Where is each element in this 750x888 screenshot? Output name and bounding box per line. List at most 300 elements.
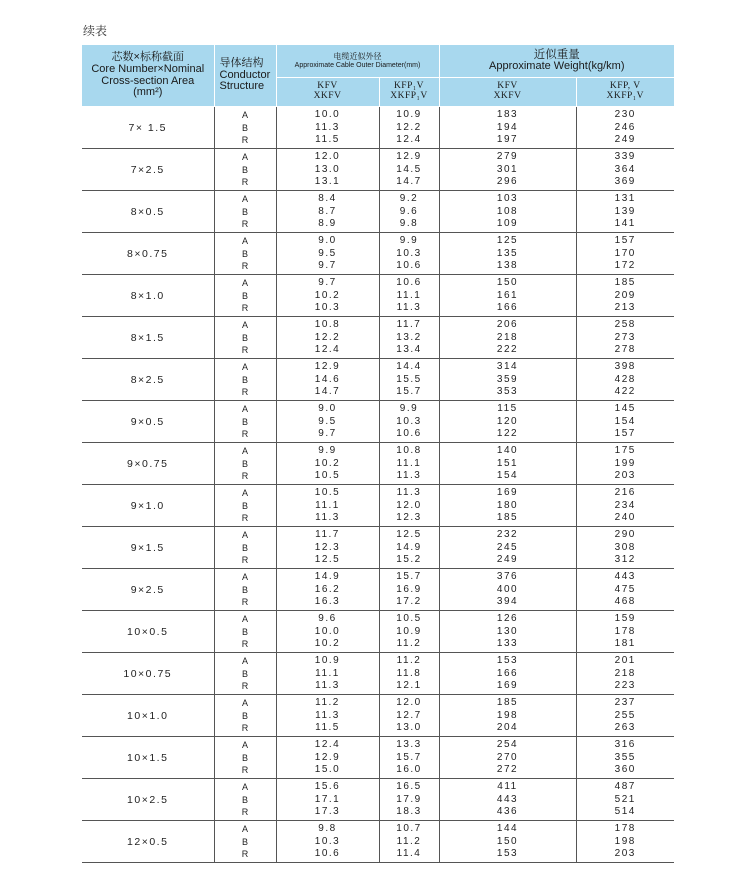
structure-code: R [241, 177, 249, 187]
value-d1: 9.7 [318, 260, 337, 271]
cell-d1 [276, 779, 379, 821]
value-w1: 411 [497, 781, 518, 792]
value-w1: 376 [496, 571, 519, 582]
table-row [82, 317, 674, 359]
value-w1: 222 [496, 344, 519, 355]
cell-w2 [576, 569, 674, 611]
cell-d1 [276, 737, 379, 779]
structure-code: B [241, 416, 248, 427]
cell-d1 [276, 443, 379, 485]
structure-code: A [241, 824, 248, 834]
value-w1: 108 [496, 205, 519, 217]
structure-code: B [241, 248, 248, 259]
value-w2: 422 [614, 386, 636, 397]
cell-d2 [379, 821, 439, 863]
header-diam-kfv-b: XKFV [313, 91, 342, 101]
value-w2: 316 [614, 739, 636, 750]
value-w1: 204 [496, 722, 519, 733]
cell-d1 [276, 107, 379, 149]
cell-core-area: 12×0.5 [82, 821, 214, 863]
cell-d2 [379, 611, 439, 653]
header-core-en1: Core Number×Nominal [91, 62, 205, 75]
value-d1: 11.3 [315, 121, 340, 133]
value-d1: 16.3 [314, 596, 341, 607]
value-w2: 234 [614, 499, 636, 511]
value-w1: 180 [496, 499, 519, 511]
cell-w1 [439, 485, 576, 527]
cell-structure [214, 107, 276, 149]
header-weight-kfpv-b: XKFP₁V [606, 91, 644, 101]
table-row [82, 737, 674, 779]
value-d1: 8.9 [318, 218, 337, 229]
value-d1: 10.3 [314, 302, 341, 313]
value-w2: 263 [614, 722, 636, 733]
cell-structure [214, 821, 276, 863]
value-w2: 230 [614, 109, 636, 120]
value-d1: 12.4 [314, 739, 341, 750]
cell-w2 [576, 527, 674, 569]
value-w2: 203 [614, 848, 636, 859]
cell-structure [214, 485, 276, 527]
cell-w1 [439, 233, 576, 275]
cell-core-area: 10×0.5 [82, 611, 214, 653]
value-d2: 15.7 [396, 571, 422, 582]
value-w2: 369 [614, 176, 636, 187]
cell-w2 [576, 653, 674, 695]
value-d1: 14.6 [314, 373, 341, 385]
value-w2: 475 [614, 583, 636, 595]
cell-w1 [439, 149, 576, 191]
table-body [82, 107, 674, 863]
cell-d1 [276, 653, 379, 695]
value-w2: 201 [614, 655, 636, 666]
value-d2: 15.7 [396, 386, 422, 397]
value-w1: 400 [496, 583, 519, 595]
structure-code: A [241, 782, 248, 792]
structure-code: B [241, 752, 248, 763]
table-row [82, 233, 674, 275]
header-weight-kfv [439, 78, 576, 107]
value-d1: 9.8 [318, 823, 337, 834]
value-d1: 12.0 [314, 151, 341, 162]
value-w1: 135 [496, 247, 519, 259]
value-w2: 514 [614, 806, 636, 817]
structure-code: R [241, 639, 249, 649]
value-w1: 218 [496, 331, 519, 343]
value-d1: 10.5 [314, 487, 341, 498]
cell-core-area: 8×0.75 [82, 233, 214, 275]
cell-w2 [576, 317, 674, 359]
value-d2: 18.3 [396, 806, 422, 817]
cell-d2 [379, 485, 439, 527]
structure-code: B [241, 374, 248, 385]
value-w1: 140 [496, 445, 519, 456]
value-d1: 9.0 [318, 403, 337, 414]
value-w2: 209 [614, 289, 636, 301]
header-struct-en2: Structure [219, 80, 265, 93]
cell-structure [214, 401, 276, 443]
value-d1: 10.5 [314, 470, 341, 481]
header-structure [214, 45, 276, 107]
value-w1: 249 [496, 554, 519, 565]
value-d2: 15.2 [396, 554, 422, 565]
cell-structure [214, 149, 276, 191]
value-d2: 9.9 [399, 403, 419, 414]
value-d1: 11.3 [315, 680, 340, 691]
value-d1: 10.8 [314, 319, 341, 330]
cell-d1 [276, 695, 379, 737]
header-struct-zh: 导体结构 [219, 57, 264, 70]
value-w2: 487 [614, 781, 636, 792]
cell-structure [214, 527, 276, 569]
cell-w1 [439, 359, 576, 401]
value-d2: 12.7 [396, 709, 422, 721]
value-d2: 13.3 [396, 739, 422, 750]
value-w1: 194 [496, 121, 519, 133]
table-header [82, 45, 674, 107]
structure-code: A [241, 656, 248, 666]
cell-d1 [276, 527, 379, 569]
cell-core-area: 9×2.5 [82, 569, 214, 611]
value-d2: 13.4 [396, 344, 422, 355]
cell-d1 [276, 191, 379, 233]
cell-w2 [576, 149, 674, 191]
page-label: 续表 [83, 24, 108, 38]
header-weight [439, 45, 674, 78]
value-w1: 161 [496, 289, 519, 301]
value-w1: 169 [496, 680, 519, 691]
cell-structure [214, 275, 276, 317]
structure-code: A [241, 572, 248, 582]
value-d1: 14.9 [314, 571, 341, 582]
table-row [82, 443, 674, 485]
value-d2: 10.8 [396, 445, 422, 456]
cell-w2 [576, 233, 674, 275]
table-row [82, 401, 674, 443]
value-d2: 10.3 [396, 415, 422, 427]
value-d1: 9.5 [318, 247, 337, 259]
value-w1: 115 [497, 403, 518, 414]
value-w2: 312 [614, 554, 636, 565]
value-w2: 355 [614, 751, 636, 763]
cell-w2 [576, 401, 674, 443]
cell-d2 [379, 527, 439, 569]
value-d1: 15.6 [314, 781, 341, 792]
value-d1: 10.2 [314, 457, 341, 469]
value-w2: 308 [614, 541, 636, 553]
structure-code: B [241, 332, 248, 343]
value-d1: 15.0 [314, 764, 341, 775]
structure-code: A [241, 236, 248, 246]
value-d1: 11.5 [315, 722, 340, 733]
value-w2: 278 [614, 344, 636, 355]
header-core-zh: 芯数×标称截面 [111, 51, 184, 64]
value-w1: 394 [496, 596, 519, 607]
value-d1: 11.3 [315, 512, 340, 523]
cell-structure [214, 359, 276, 401]
value-d2: 12.0 [396, 499, 422, 511]
cell-d1 [276, 233, 379, 275]
cell-d2 [379, 443, 439, 485]
cell-d2 [379, 107, 439, 149]
value-w1: 126 [496, 613, 519, 624]
value-d1: 12.2 [314, 331, 341, 343]
value-w1: 151 [496, 457, 519, 469]
cell-core-area: 9×1.5 [82, 527, 214, 569]
value-d1: 11.7 [315, 529, 340, 540]
table-row [82, 191, 674, 233]
value-w2: 139 [614, 205, 636, 217]
cell-d2 [379, 191, 439, 233]
value-w2: 175 [614, 445, 636, 456]
structure-code: R [241, 303, 249, 313]
value-d2: 14.4 [396, 361, 422, 372]
value-d1: 11.1 [315, 667, 340, 679]
cell-w1 [439, 821, 576, 863]
cell-w1 [439, 191, 576, 233]
header-weight-en: Approximate Weight(kg/km) [489, 60, 625, 73]
value-d1: 14.7 [314, 386, 341, 397]
cell-structure [214, 653, 276, 695]
cell-d1 [276, 821, 379, 863]
value-d1: 9.7 [318, 428, 337, 439]
cell-core-area: 8×1.0 [82, 275, 214, 317]
structure-code: R [241, 849, 249, 859]
cell-d2 [379, 695, 439, 737]
value-w2: 141 [614, 218, 636, 229]
cell-w1 [439, 695, 576, 737]
structure-code: A [241, 488, 248, 498]
header-core-area [82, 45, 214, 107]
value-d2: 10.6 [396, 260, 422, 271]
value-w2: 203 [614, 470, 636, 481]
value-w1: 153 [496, 848, 519, 859]
cell-structure [214, 737, 276, 779]
table-row [82, 275, 674, 317]
value-w2: 198 [614, 835, 636, 847]
value-d1: 9.5 [318, 415, 337, 427]
value-d2: 9.8 [399, 218, 419, 229]
value-w1: 109 [496, 218, 519, 229]
structure-code: A [241, 320, 248, 330]
header-diam-kfv [276, 78, 379, 107]
structure-code: B [241, 626, 248, 637]
value-w2: 178 [614, 823, 636, 834]
header-diam-zh: 电缆近似外径 [333, 52, 382, 62]
structure-code: A [241, 404, 248, 414]
cell-core-area: 10×2.5 [82, 779, 214, 821]
value-d2: 11.3 [396, 302, 422, 313]
cell-d2 [379, 275, 439, 317]
value-w1: 353 [496, 386, 519, 397]
structure-code: B [241, 836, 248, 847]
cell-core-area: 9×0.5 [82, 401, 214, 443]
header-core-unit: (mm²) [133, 86, 163, 99]
value-d2: 16.5 [396, 781, 422, 792]
cell-core-area: 10×1.0 [82, 695, 214, 737]
value-w2: 240 [614, 512, 636, 523]
value-d2: 9.2 [399, 193, 419, 204]
cell-d2 [379, 317, 439, 359]
value-w2: 157 [614, 235, 636, 246]
value-d2: 11.1 [396, 457, 422, 469]
value-d2: 11.3 [396, 487, 422, 498]
cell-d1 [276, 317, 379, 359]
cell-d1 [276, 359, 379, 401]
structure-code: R [241, 555, 249, 565]
structure-code: B [241, 668, 248, 679]
structure-code: R [241, 345, 249, 355]
value-d2: 13.0 [396, 722, 422, 733]
cell-core-area: 7×2.5 [82, 149, 214, 191]
value-w1: 198 [496, 709, 519, 721]
value-d1: 10.6 [314, 848, 341, 859]
cell-w2 [576, 695, 674, 737]
value-d2: 13.2 [396, 331, 422, 343]
cell-d2 [379, 233, 439, 275]
value-d1: 10.9 [314, 655, 341, 666]
value-w2: 213 [614, 302, 636, 313]
value-d2: 10.7 [396, 823, 422, 834]
value-d2: 10.3 [396, 247, 422, 259]
cell-core-area: 8×0.5 [82, 191, 214, 233]
value-w2: 159 [614, 613, 636, 624]
structure-code: R [241, 513, 249, 523]
table-row [82, 569, 674, 611]
value-w1: 206 [496, 319, 519, 330]
value-w1: 270 [496, 751, 519, 763]
cable-spec-table [82, 45, 674, 863]
cell-structure [214, 443, 276, 485]
value-d1: 10.2 [314, 289, 341, 301]
value-d1: 11.5 [315, 134, 340, 145]
value-d1: 9.0 [318, 235, 337, 246]
value-w1: 150 [496, 277, 519, 288]
value-d1: 16.2 [314, 583, 341, 595]
value-w1: 144 [496, 823, 519, 834]
value-d2: 14.5 [396, 163, 422, 175]
value-w1: 296 [496, 176, 519, 187]
value-w1: 138 [496, 260, 519, 271]
table-row [82, 779, 674, 821]
cell-d2 [379, 149, 439, 191]
structure-code: A [241, 698, 248, 708]
cell-w1 [439, 611, 576, 653]
value-d2: 10.6 [396, 277, 422, 288]
cell-w2 [576, 275, 674, 317]
value-d1: 10.0 [314, 625, 341, 637]
header-diam-en: Approximate Cable Outer Diameter(mm) [294, 61, 421, 69]
value-d1: 11.3 [315, 709, 340, 721]
structure-code: R [241, 723, 249, 733]
structure-code: A [241, 278, 248, 288]
structure-code: B [241, 458, 248, 469]
header-diam-kfv-a: KFV [317, 81, 338, 92]
value-w1: 183 [496, 109, 519, 120]
cell-structure [214, 317, 276, 359]
value-d2: 15.5 [396, 373, 422, 385]
value-d2: 16.0 [396, 764, 422, 775]
structure-code: A [241, 110, 248, 120]
value-d1: 12.4 [314, 344, 341, 355]
value-d2: 14.7 [396, 176, 422, 187]
table-row [82, 611, 674, 653]
value-d1: 13.0 [314, 163, 341, 175]
structure-code: B [241, 794, 248, 805]
value-d1: 8.4 [318, 193, 337, 204]
value-d2: 17.9 [396, 793, 422, 805]
structure-code: R [241, 261, 249, 271]
cell-core-area: 10×1.5 [82, 737, 214, 779]
cell-d2 [379, 653, 439, 695]
header-weight-kfpv-a: KFP, V [609, 81, 641, 92]
value-d2: 9.6 [399, 205, 419, 217]
cell-structure [214, 779, 276, 821]
value-d1: 10.2 [314, 638, 341, 649]
value-w1: 169 [496, 487, 519, 498]
value-w2: 131 [614, 193, 636, 204]
value-w1: 166 [496, 667, 519, 679]
cell-structure [214, 569, 276, 611]
value-w2: 255 [614, 709, 636, 721]
cell-structure [214, 695, 276, 737]
structure-code: A [241, 152, 248, 162]
structure-code: R [241, 135, 249, 145]
cell-w2 [576, 611, 674, 653]
value-d2: 11.3 [396, 470, 422, 481]
cell-w1 [439, 527, 576, 569]
cell-core-area: 8×1.5 [82, 317, 214, 359]
value-w1: 185 [496, 697, 519, 708]
structure-code: A [241, 530, 248, 540]
value-d2: 12.3 [396, 512, 422, 523]
cell-structure [214, 611, 276, 653]
cell-w1 [439, 317, 576, 359]
structure-code: R [241, 387, 249, 397]
structure-code: R [241, 471, 249, 481]
value-d1: 12.5 [314, 554, 341, 565]
header-diam-kfpv-a: KFP₁V [393, 81, 425, 92]
structure-code: A [241, 614, 248, 624]
cell-d2 [379, 737, 439, 779]
value-w1: 120 [496, 415, 519, 427]
value-d2: 16.9 [396, 583, 422, 595]
value-w1: 166 [496, 302, 519, 313]
cell-d2 [379, 779, 439, 821]
cell-w2 [576, 359, 674, 401]
value-w2: 223 [614, 680, 636, 691]
table-row [82, 527, 674, 569]
value-d2: 12.2 [396, 121, 422, 133]
value-d1: 12.3 [314, 541, 341, 553]
value-d1: 10.3 [314, 835, 341, 847]
structure-code: B [241, 164, 248, 175]
structure-code: A [241, 194, 248, 204]
header-diameter [276, 45, 439, 78]
value-w2: 360 [614, 764, 636, 775]
value-d2: 12.5 [396, 529, 422, 540]
cell-core-area: 10×0.75 [82, 653, 214, 695]
value-d1: 8.7 [318, 205, 337, 217]
value-w2: 273 [614, 331, 636, 343]
value-w2: 443 [614, 571, 636, 582]
cell-d1 [276, 401, 379, 443]
value-w1: 301 [496, 163, 519, 175]
value-d2: 11.2 [396, 835, 422, 847]
value-w1: 359 [496, 373, 519, 385]
cell-core-area: 8×2.5 [82, 359, 214, 401]
value-w1: 185 [496, 512, 519, 523]
